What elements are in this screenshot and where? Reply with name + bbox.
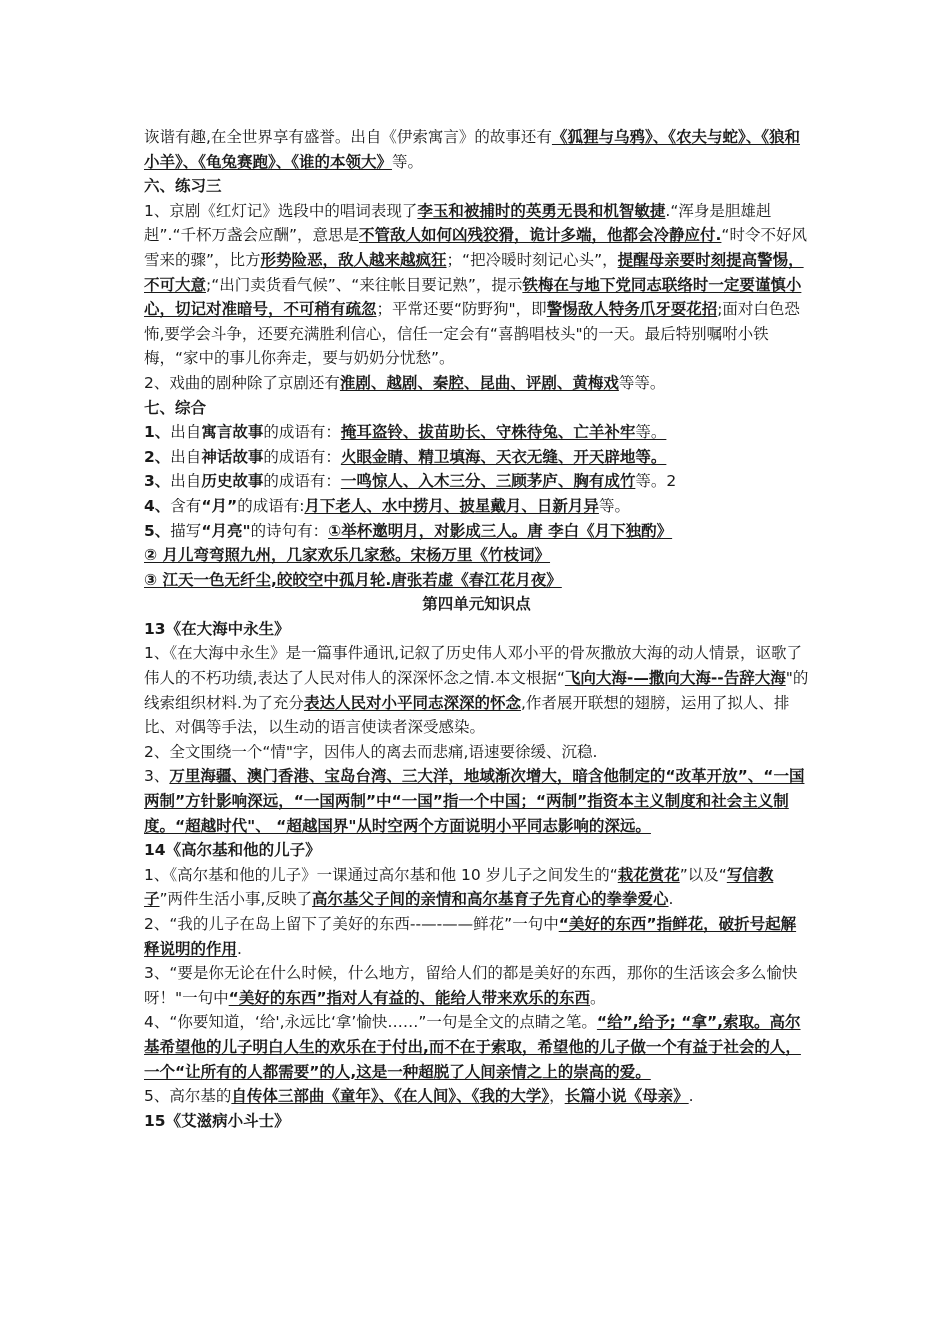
text: 3、	[144, 767, 170, 786]
item-number: 3、	[144, 472, 171, 491]
lesson-15-title: 15《艾滋病小斗士》	[144, 1111, 290, 1130]
underlined-text: 表达人民对小平同志深深的怀念	[303, 693, 521, 712]
paragraph-7-2	[144, 445, 809, 470]
bold-text: 寓言故事	[201, 423, 264, 442]
poem-line-3	[144, 568, 809, 593]
underlined-text: 掩耳盗铃、拔苗助长、守株待兔、亡羊补牢	[340, 423, 636, 442]
underlined-text: 铁梅在与地下党同志联络时一定要谨慎小心，切记对准暗号，不可稍有疏忽	[144, 275, 802, 319]
lesson-14-paragraph-2	[144, 912, 809, 961]
underlined-text: 写信教子	[144, 865, 774, 909]
text: ,作者展开联想的翅膀，运用了拟人、排比、对偶等手法，以生动的语言使读者深受感染。	[144, 693, 790, 737]
text: 等。	[635, 423, 667, 442]
item-number: 1、	[144, 423, 171, 442]
text: ”以及“	[679, 865, 727, 884]
text: ;“出门卖货看气候”、“来往帐目要记熟”，提示	[206, 275, 523, 294]
lesson-13-paragraph-3	[144, 764, 809, 838]
text: 。	[590, 988, 606, 1007]
paragraph-7-5	[144, 519, 809, 544]
text: 1、京剧《红灯记》选段中的唱词表现了	[144, 201, 418, 220]
text: 4、“你要知道，‘给',永远比‘拿’愉快……”一句是全文的点睛之笔。	[144, 1013, 597, 1032]
underlined-text: 警惕敌人特务爪牙耍花招	[546, 300, 718, 319]
underlined-text: 飞向大海-—撒向大海--告辞大海	[564, 669, 786, 688]
text: 的成语有：	[263, 423, 341, 442]
underlined-text: 形势险恶，敌人越来越疯狂	[260, 250, 447, 269]
text: ；平常还要“防野狗"，即	[376, 300, 547, 319]
bold-text: 历史故事	[201, 472, 264, 491]
text: 含有	[170, 496, 202, 515]
underlined-text: “美好的东西”指对人有益的、能给人带来欢乐的东西	[228, 988, 591, 1007]
text: .“浑身是胆雄赳赳”.“千杯万盏会应酬”，意思是	[144, 201, 772, 245]
lesson-14-paragraph-4	[144, 1010, 809, 1084]
text: ，	[549, 1087, 565, 1106]
lesson-13-title: 13《在大海中永生》	[144, 619, 290, 638]
text: 3、“要是你无论在什么时候，什么地方，留给人们的都是美好的东西，那你的生活该会多么愉快呀！"一句中	[144, 964, 798, 1007]
text: 诙谐有趣,在全世界享有盛誉。出自《伊索寓言》的故事还有	[144, 128, 552, 146]
underlined-text: 万里海疆、澳门香港、宝岛台湾、三大洋，地域渐次增大，暗含他制定的“改革开放”、“一国两制”方针影响深远，“一国两制”中“一国”指一个中国；“两制”指资本主义制度和社会主义制度。“超越时代"、 “超越国界"从时空两个方面说明小平同志影响的深远。	[144, 767, 805, 835]
underlined-text: 栽花赏花	[617, 865, 680, 884]
item-number: 4、	[144, 496, 171, 515]
text: 1、《高尔基和他的儿子》一课通过高尔基和他 10 岁儿子之间发生的“	[144, 865, 618, 884]
underlined-text: ② 月儿弯弯照九州，几家欢乐几家愁。宋杨万里《竹枝词》	[144, 546, 551, 565]
text: 的诗句有：	[250, 521, 329, 540]
section-heading-7: 七、综合	[144, 398, 207, 417]
text: “时令不好风雪来的骤”，比方	[144, 226, 807, 269]
text: ”两件生活小事,反映了	[159, 890, 312, 909]
text: 的成语有：	[263, 447, 341, 466]
underlined-text: 长篇小说《母亲》	[564, 1087, 689, 1106]
paragraph-6-1	[144, 199, 809, 371]
lesson-14-paragraph-3	[144, 961, 809, 1010]
item-number: 2、	[144, 447, 171, 466]
paragraph-aesop	[144, 125, 809, 174]
text: ；“把冷暖时刻记心头”，	[446, 250, 618, 269]
poem-line-2	[144, 543, 809, 568]
paragraph-7-3	[144, 469, 809, 494]
text: 出自	[170, 472, 202, 491]
text: .	[688, 1087, 694, 1106]
text: .	[237, 939, 242, 958]
text: 出自	[170, 447, 202, 466]
text: 等等。	[618, 373, 666, 392]
text: 2、戏曲的剧种除了京剧还有	[144, 373, 340, 392]
text: 1、《在大海中永生》是一篇事件通讯,记叙了历史伟人邓小平的骨灰撒放大海的动人情景，讴歌了伟人的不朽功绩,表达了人民对伟人的深深怀念之情.本文根据“	[144, 644, 803, 688]
paragraph-7-1	[144, 420, 809, 445]
underlined-text: “美好的东西”指鲜花，破折号起解释说明的作用	[144, 915, 797, 958]
underlined-text: ①举杯邀明月，对影成三人。唐 李白《月下独酌》	[328, 521, 673, 540]
text: 等。	[392, 152, 424, 171]
bold-text: 神话故事	[201, 447, 264, 466]
paragraph-7-4	[144, 494, 809, 519]
lesson-13-paragraph-1	[144, 641, 809, 739]
text: .	[668, 890, 674, 909]
text: 5、高尔基的	[144, 1087, 232, 1106]
underlined-text: 月下老人、水中捞月、披星戴月、日新月异	[304, 496, 599, 515]
document-body	[144, 125, 809, 1133]
text: 的成语有:	[237, 496, 305, 515]
text: 2、“我的儿子在岛上留下了美好的东西--—-——鲜花”一句中	[144, 915, 559, 933]
underlined-text: 火眼金睛、精卫填海、天衣无缝、开天辟地等。	[340, 447, 667, 466]
text: 的成语有：	[263, 472, 341, 491]
underlined-text: 淮剧、越剧、秦腔、昆曲、评剧、黄梅戏	[339, 373, 619, 392]
lesson-13-paragraph-2: 2、全文围绕一个“情"字，因伟人的离去而悲痛,语速要徐缓、沉稳.	[144, 742, 598, 761]
text: 等。2	[635, 472, 677, 491]
underlined-text: 《狐狸与乌鸦》、《农夫与蛇》、《狼和小羊》、《龟兔赛跑》、《谁的本领大》	[144, 128, 800, 171]
underlined-text: 李玉和被捕时的英勇无畏和机智敏捷	[417, 201, 666, 220]
text: 描写	[170, 521, 202, 540]
text: "的线索组织材料.为了充分	[144, 669, 809, 712]
paragraph-6-2	[144, 371, 809, 396]
lesson-14-paragraph-5	[144, 1084, 809, 1109]
underlined-text: 一鸣惊人、入木三分、三顾茅庐、胸有成竹	[340, 472, 636, 491]
lesson-14-paragraph-1	[144, 863, 809, 912]
text: 等。	[598, 496, 630, 515]
underlined-text: ③ 江天一色无纤尘,皎皎空中孤月轮.唐张若虚《春江花月夜》	[144, 570, 562, 589]
bold-text: “月亮"	[201, 521, 251, 540]
underlined-text: 不管敌人如何凶残狡猾，诡计多端，他都会冷静应付.	[359, 226, 722, 245]
underlined-text: 提醒母亲要时刻提高警惕，不可大意	[144, 250, 804, 294]
underlined-text: 高尔基父子间的亲情和高尔基育子先育心的拳拳爱心	[311, 890, 669, 909]
item-number: 5、	[144, 521, 171, 540]
underlined-text: “给”,给予; “拿”,索取。高尔基希望他的儿子明白人生的欢乐在于付出,而不在于索取，希望他的儿子做一个有益于社会的人，一个“让所有的人都需要”的人,这是一种超脱了人间亲情之上的崇高的爱。	[144, 1013, 801, 1081]
section-heading-6: 六、练习三	[144, 177, 222, 196]
lesson-14-title: 14《高尔基和他的儿子》	[144, 841, 321, 860]
text: 出自	[170, 423, 202, 442]
text: ;面对白色恐怖,要学会斗争，还要充满胜利信心，信任一定会有“喜鹊唱枝头"的一天。最后特别嘱咐小铁梅，“家中的事儿你奔走，要与奶奶分忧愁”。	[144, 300, 800, 368]
unit-title: 第四单元知识点	[422, 595, 531, 614]
underlined-text: 自传体三部曲《童年》、《在人间》、《我的大学》	[231, 1087, 550, 1106]
bold-text: “月”	[201, 496, 238, 515]
